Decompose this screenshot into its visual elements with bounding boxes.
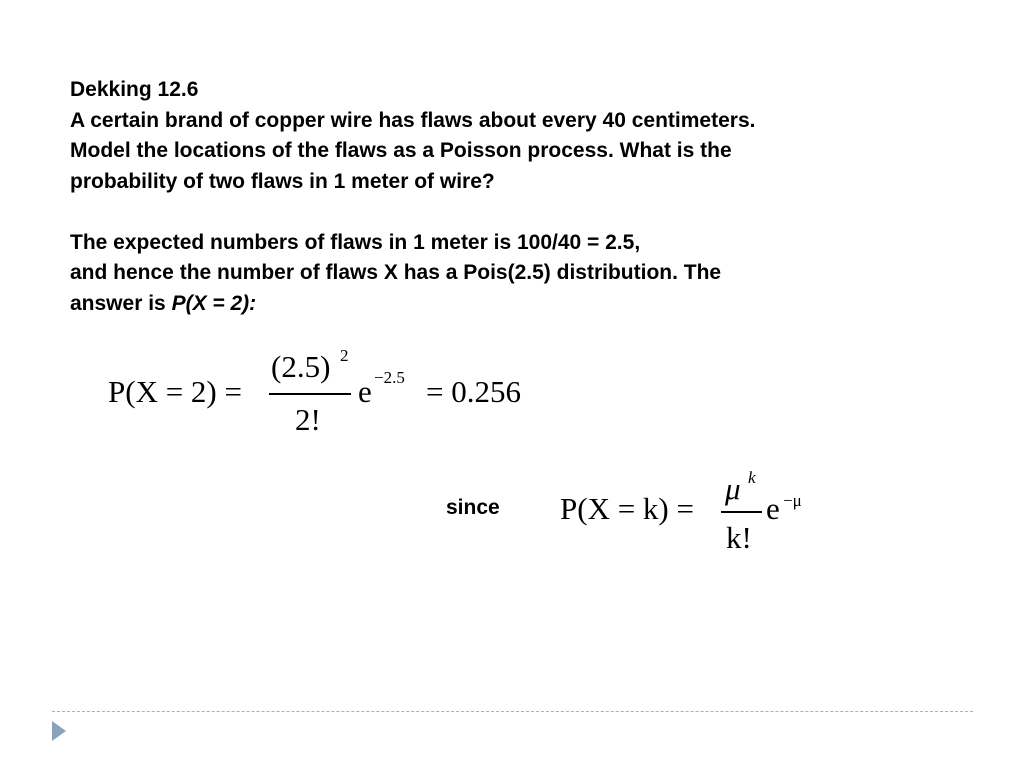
- eq2-lhs: P(X = k) =: [560, 491, 694, 526]
- eq1-exponent: −2.5: [374, 368, 405, 387]
- eq2-numerator-exponent: k: [748, 468, 756, 487]
- solution-line-1: The expected numbers of flaws in 1 meter is 100/40 = 2.5,: [70, 230, 641, 254]
- eq2-exp-base: e: [766, 491, 780, 526]
- eq1-exp-base: e: [358, 374, 372, 409]
- eq1-numerator: (2.5): [271, 349, 331, 384]
- eq1-result: = 0.256: [426, 374, 521, 409]
- problem-line-2: Model the locations of the flaws as a Poisson process. What is the: [70, 139, 732, 162]
- footer-divider: [52, 711, 973, 712]
- solution-line-2: and hence the number of flaws X has a Pois(2.5) distribution. The: [70, 261, 722, 284]
- slide-nav-arrow-icon[interactable]: [52, 721, 66, 741]
- eq1-numerator-exponent: 2: [340, 346, 349, 365]
- eq1-denominator: 2!: [295, 402, 321, 437]
- solution-line-3: [70, 289, 970, 320]
- since-label: since: [446, 496, 500, 519]
- problem-line-1: A certain brand of copper wire has flaws about every 40 centimeters.: [70, 108, 756, 132]
- eq2-exponent: −μ: [783, 491, 802, 510]
- eq2-numerator: μ: [725, 471, 741, 506]
- solution-line-3-prefix: answer is: [70, 291, 172, 315]
- eq2-denominator: k!: [726, 520, 752, 555]
- paragraph-gap: [70, 197, 970, 228]
- text-block: [70, 75, 970, 319]
- eq2-fraction-bar: [721, 511, 762, 513]
- eq1-fraction-bar: [269, 393, 351, 395]
- answer-expression: P(X = 2):: [171, 291, 257, 315]
- problem-line-3: probability of two flaws in 1 meter of wire?: [70, 169, 495, 193]
- eq1-lhs: P(X = 2) =: [108, 374, 242, 409]
- problem-title: Dekking 12.6: [70, 78, 199, 101]
